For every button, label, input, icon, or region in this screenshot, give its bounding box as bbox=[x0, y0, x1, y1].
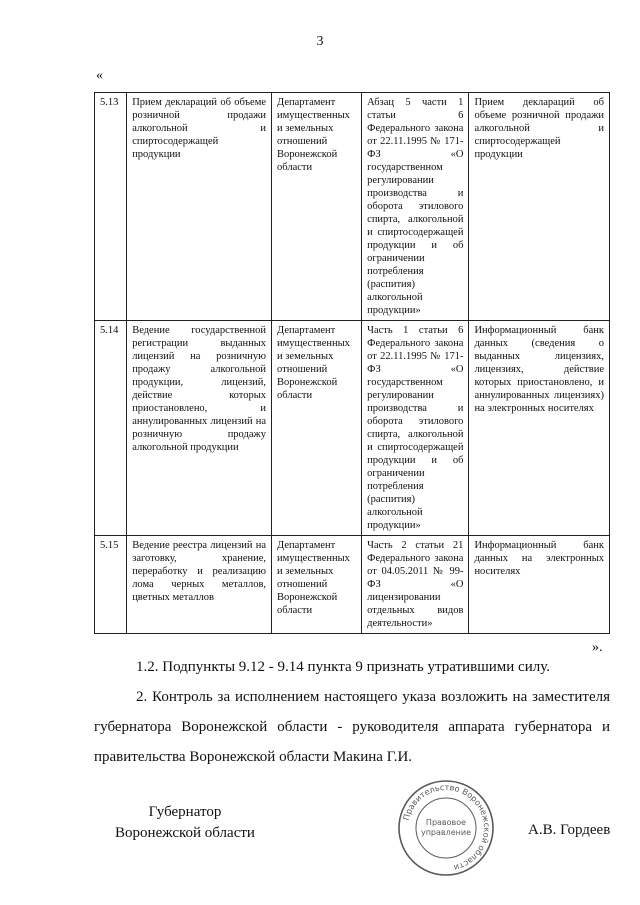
signature-title bbox=[105, 802, 265, 844]
table-cell-name: Прием деклараций об объеме розничной продажи алкогольной и спиртосодержащей продукции bbox=[127, 93, 272, 321]
signature-title-line-1: Губернатор bbox=[148, 804, 222, 820]
table-cell-num: 5.15 bbox=[95, 536, 127, 634]
paragraph-2-text: 2. Контроль за исполнением настоящего указа возложить на заместителя губернатора Воронежской области - руководителя аппарата губернатора и правительства Воронежской области Макина Г.И. bbox=[94, 689, 610, 765]
table-row bbox=[95, 536, 610, 634]
table-cell-result: Информационный банк данных (сведения о выданных лицензиях, лицензиях, действие которых приостановлено, и аннулированных лицензиях) на электронных носителях bbox=[469, 321, 610, 536]
table-cell-department: Департамент имущественных и земельных отношений Воронежской области bbox=[272, 321, 362, 536]
seal-center-line-1: Правовое bbox=[425, 818, 467, 827]
table-cell-legal-basis: Часть 1 статьи 6 Федерального закона от 22.11.1995 № 171-ФЗ «О государственном регулировании производства и оборота этилового спирта, алкогольной и спиртосодержащей продукции и об ограничении потребления (распития) алкогольной продукции» bbox=[362, 321, 469, 536]
table-cell-name: Ведение государственной регистрации выданных лицензий на розничную продажу алкогольной продукции, лицензий, действие которых приостановлено, и аннулированных лицензий на розничную продажу алкогольной продукции bbox=[127, 321, 272, 536]
table-cell-num: 5.13 bbox=[95, 93, 127, 321]
table-cell-legal-basis: Часть 2 статьи 21 Федерального закона от 04.05.2011 № 99-ФЗ «О лицензировании отдельных видов деятельности» bbox=[362, 536, 469, 634]
closing-quote-mark: ». bbox=[592, 640, 603, 655]
signature-title-line-2: Воронежской области bbox=[115, 825, 255, 841]
seal-center-line-2: управление bbox=[420, 828, 472, 837]
table-cell-department: Департамент имущественных и земельных отношений Воронежской области bbox=[272, 536, 362, 634]
paragraph-2 bbox=[94, 682, 610, 772]
page-number: 3 bbox=[316, 34, 324, 49]
functions-table-body bbox=[95, 93, 610, 634]
table-cell-num: 5.14 bbox=[95, 321, 127, 536]
table-row bbox=[95, 321, 610, 536]
table-row bbox=[95, 93, 610, 321]
signatory-name: А.В. Гордеев bbox=[528, 822, 611, 838]
official-seal-stamp bbox=[396, 778, 496, 878]
opening-quote-mark: « bbox=[96, 68, 103, 83]
paragraph-1-2: 1.2. Подпункты 9.12 - 9.14 пункта 9 признать утратившими силу. bbox=[136, 659, 550, 675]
table-cell-result: Прием деклараций об объеме розничной продажи алкогольной и спиртосодержащей продукции bbox=[469, 93, 610, 321]
table-cell-name: Ведение реестра лицензий на заготовку, хранение, переработку и реализацию лома черных металлов, цветных металлов bbox=[127, 536, 272, 634]
functions-table bbox=[94, 92, 610, 634]
table-cell-department: Департамент имущественных и земельных отношений Воронежской области bbox=[272, 93, 362, 321]
table-cell-legal-basis: Абзац 5 части 1 статьи 6 Федерального закона от 22.11.1995 № 171-ФЗ «О государственном регулировании производства и оборота этилового спирта, алкогольной и спиртосодержащей продукции и об ограничении потребления (распития) алкогольной продукции» bbox=[362, 93, 469, 321]
seal-ring-text: Правительство Воронежской области bbox=[400, 781, 493, 874]
table-cell-result: Информационный банк данных на электронных носителях bbox=[469, 536, 610, 634]
